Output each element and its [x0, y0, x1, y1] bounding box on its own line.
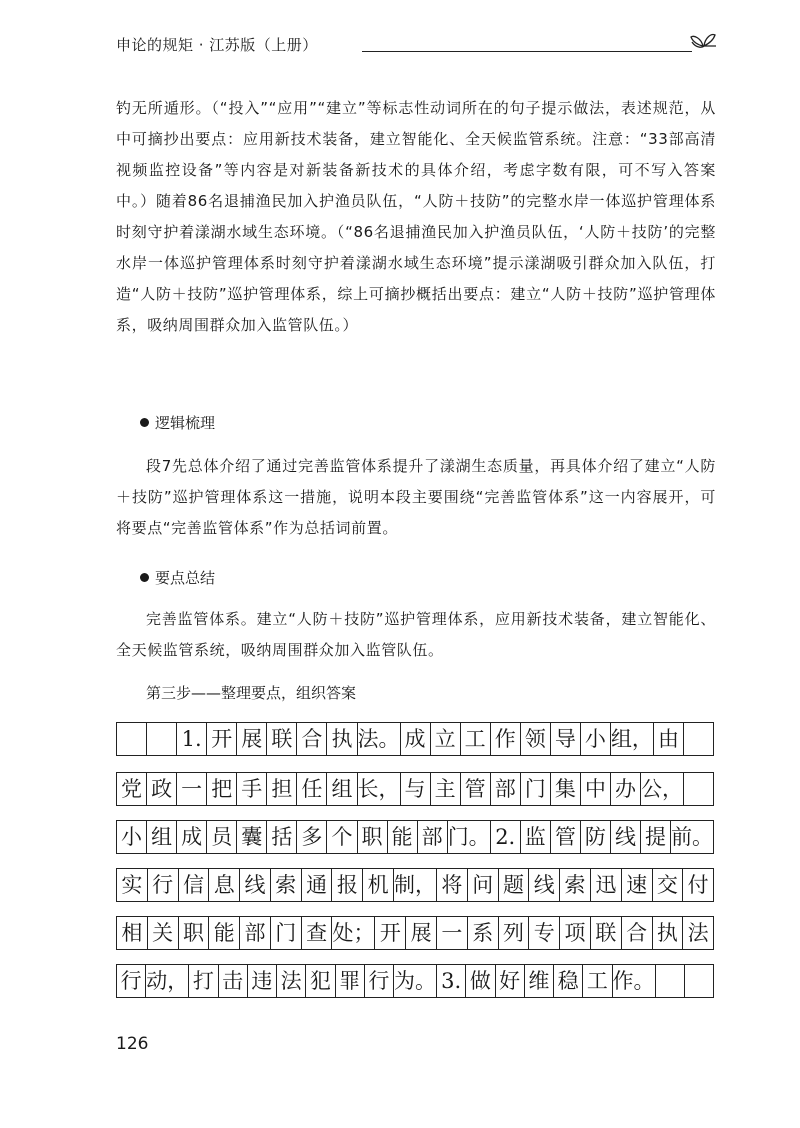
grid-cell: 门	[521, 773, 551, 805]
grid-cell: 付	[687, 872, 709, 897]
grid-cell	[684, 773, 713, 805]
grid-cell: 为。	[394, 965, 437, 997]
grid-cell	[656, 965, 685, 997]
grid-cell: 党	[117, 773, 147, 805]
bullet-icon	[140, 573, 149, 582]
grid-cell: 合	[622, 917, 653, 949]
grid-cell: 实	[117, 869, 148, 901]
grid-cell: 息	[209, 869, 240, 901]
grid-cell: 把	[207, 773, 237, 805]
grid-cell: 囊	[237, 821, 267, 853]
grid-cell: 集	[551, 773, 581, 805]
page-number: 126	[116, 1034, 149, 1054]
grid-cell: 门	[271, 917, 302, 949]
logic-heading	[140, 408, 215, 439]
grid-cell: 线	[240, 869, 271, 901]
running-header	[116, 34, 714, 58]
grid-cell: 合	[297, 723, 327, 755]
paragraph-analysis: 钓无所遁形。（“投入”“应用”“建立”等标志性动词所在的句子提示做法，表述规范，从中可摘抄出要点：应用新技术装备，建立智能化、全天候监管系统。注意：“33部高清视频监控设备”等内容是对新装备新技术的具体介绍，考虑字数有限，可不写入答案中。）随着86名退捕渔民加入护渔员队伍，“人防＋技防”的完整水岸一体巡护管理体系时刻守护着漾湖水域生态环境。（“86名退捕渔民加入护渔员队伍，‘人防＋技防’的完整水岸一体巡护管理体系时刻守护着漾湖水域生态环境”提示漾湖吸引群众加入队伍，打造“人防＋技防”巡护管理体系，综上可摘抄概括出要点：建立“人防＋技防”巡护管理体系，吸纳周围群众加入监管队伍。）	[116, 99, 716, 334]
grid-cell: 工	[583, 965, 612, 997]
grid-cell: 与	[401, 773, 431, 805]
grid-cell: 组	[147, 821, 177, 853]
grid-cell: 部	[240, 917, 271, 949]
grid-cell: 问	[468, 869, 499, 901]
grid-cell: 一	[177, 773, 207, 805]
grid-cell: 管	[551, 821, 581, 853]
grid-cell: 小	[117, 821, 147, 853]
grid-cell: 行	[365, 965, 394, 997]
grid-cell: 关	[148, 917, 179, 949]
grid-cell: 通	[302, 869, 333, 901]
grid-cell: 联	[267, 723, 297, 755]
grid-cell: 违	[248, 965, 277, 997]
grid-cell: 索	[560, 869, 591, 901]
grid-cell: 执	[327, 723, 357, 755]
grid-cell: 领	[521, 723, 551, 755]
grid-cell: 击	[219, 965, 248, 997]
grid-cell: 部	[491, 773, 521, 805]
grid-cell: 法	[687, 920, 709, 945]
grid-cell: 将	[437, 869, 468, 901]
summary-heading-text: 要点总结	[155, 569, 216, 587]
grid-cell: 导	[551, 723, 581, 755]
grid-cell: 一	[437, 917, 468, 949]
logic-paragraph: 段7先总体介绍了通过完善监管体系提升了漾湖生态质量，再具体介绍了建立“人防＋技防”巡护管理体系这一措施，说明本段主要围绕“完善监管体系”这一内容展开，可将要点“完善监管体系”作为总括词前置。	[116, 457, 716, 537]
grid-cell: 制，	[394, 869, 437, 901]
grid-cell: 中	[581, 773, 611, 805]
grid-cell: 3.	[437, 965, 466, 997]
grid-cell: 长，	[358, 773, 401, 805]
grid-cell: 防	[581, 821, 611, 853]
grid-cell: 主	[431, 773, 461, 805]
grid-cell	[147, 723, 177, 755]
grid-cell: 政	[147, 773, 177, 805]
grid-cell: 前。	[671, 824, 714, 849]
grid-cell: 由	[654, 723, 684, 755]
grid-cell: 展	[237, 723, 267, 755]
grid-cell: 监	[521, 821, 551, 853]
grid-cell: 查	[302, 917, 333, 949]
grid-cell: 打	[189, 965, 218, 997]
grid-cell: 线	[611, 821, 641, 853]
grid-cell: 门。	[448, 821, 491, 853]
summary-paragraph: 完善监管体系。建立“人防＋技防”巡护管理体系，应用新技术装备，建立智能化、全天候监管系统，吸纳周围群众加入监管队伍。	[116, 610, 716, 659]
grid-cell: 开	[375, 917, 406, 949]
grid-cell: 稳	[554, 965, 583, 997]
grid-cell: 好	[496, 965, 525, 997]
grid-cell: 题	[499, 869, 530, 901]
grid-cell: 作。	[613, 965, 656, 997]
grid-cell: 工	[461, 723, 491, 755]
grid-row	[116, 772, 714, 806]
grid-cell: 公，	[641, 773, 684, 805]
grid-cell: 职	[358, 821, 388, 853]
book-title: 申论的规矩 · 江苏版（上册）	[116, 36, 318, 54]
grid-cell: 1.	[177, 723, 207, 755]
grid-cell: 交	[653, 869, 684, 901]
grid-cell: 立	[431, 723, 461, 755]
grid-row	[116, 722, 714, 756]
grid-cell: 列	[499, 917, 530, 949]
grid-cell: 联	[591, 917, 622, 949]
grid-row	[116, 820, 714, 854]
grid-cell: 罪	[336, 965, 365, 997]
grid-cell: 行	[148, 869, 179, 901]
grid-cell: 小	[581, 723, 611, 755]
grid-cell	[684, 723, 713, 755]
grid-cell: 手	[237, 773, 267, 805]
grid-cell: 开	[207, 723, 237, 755]
bullet-icon	[140, 418, 149, 427]
grid-cell: 个	[327, 821, 357, 853]
grid-cell: 2.	[491, 821, 521, 853]
grid-cell: 处；	[332, 917, 375, 949]
grid-cell: 系	[468, 917, 499, 949]
grid-cell: 速	[622, 869, 653, 901]
grid-cell: 员	[207, 821, 237, 853]
grid-cell: 任	[297, 773, 327, 805]
grid-cell	[117, 723, 147, 755]
grid-cell: 提	[641, 821, 671, 853]
grid-cell: 能	[388, 821, 418, 853]
grid-cell: 成	[401, 723, 431, 755]
logic-heading-text: 逻辑梳理	[155, 414, 216, 432]
grid-cell: 部	[418, 821, 448, 853]
grid-cell: 执	[653, 917, 684, 949]
grid-cell: 动，	[146, 965, 189, 997]
grid-cell: 相	[117, 917, 148, 949]
grid-cell: 行	[117, 965, 146, 997]
grid-row	[116, 964, 714, 998]
grid-cell: 办	[611, 773, 641, 805]
grid-cell: 犯	[306, 965, 335, 997]
grid-row	[116, 916, 714, 950]
grid-cell: 多	[297, 821, 327, 853]
grid-cell	[685, 965, 713, 997]
grid-cell: 担	[267, 773, 297, 805]
grid-cell: 维	[525, 965, 554, 997]
summary-heading	[140, 563, 215, 594]
grid-cell: 括	[267, 821, 297, 853]
grid-cell: 信	[179, 869, 210, 901]
grid-cell: 法	[277, 965, 306, 997]
grid-cell: 做	[466, 965, 495, 997]
grid-cell: 项	[560, 917, 591, 949]
grid-cell: 成	[177, 821, 207, 853]
grid-cell: 能	[209, 917, 240, 949]
grid-cell: 迅	[591, 869, 622, 901]
grid-cell: 职	[179, 917, 210, 949]
grid-cell: 展	[406, 917, 437, 949]
grid-cell: 机	[363, 869, 394, 901]
grid-cell: 专	[529, 917, 560, 949]
grid-cell: 作	[491, 723, 521, 755]
header-rule	[362, 51, 692, 52]
step-title: 第三步——整理要点，组织答案	[146, 684, 357, 702]
grid-row	[116, 868, 714, 902]
grid-cell: 报	[332, 869, 363, 901]
grid-cell: 线	[529, 869, 560, 901]
sprout-icon	[688, 30, 718, 56]
grid-cell: 组，	[611, 723, 654, 755]
grid-cell: 索	[271, 869, 302, 901]
grid-cell: 管	[461, 773, 491, 805]
grid-cell: 法。	[358, 723, 401, 755]
grid-cell: 组	[327, 773, 357, 805]
